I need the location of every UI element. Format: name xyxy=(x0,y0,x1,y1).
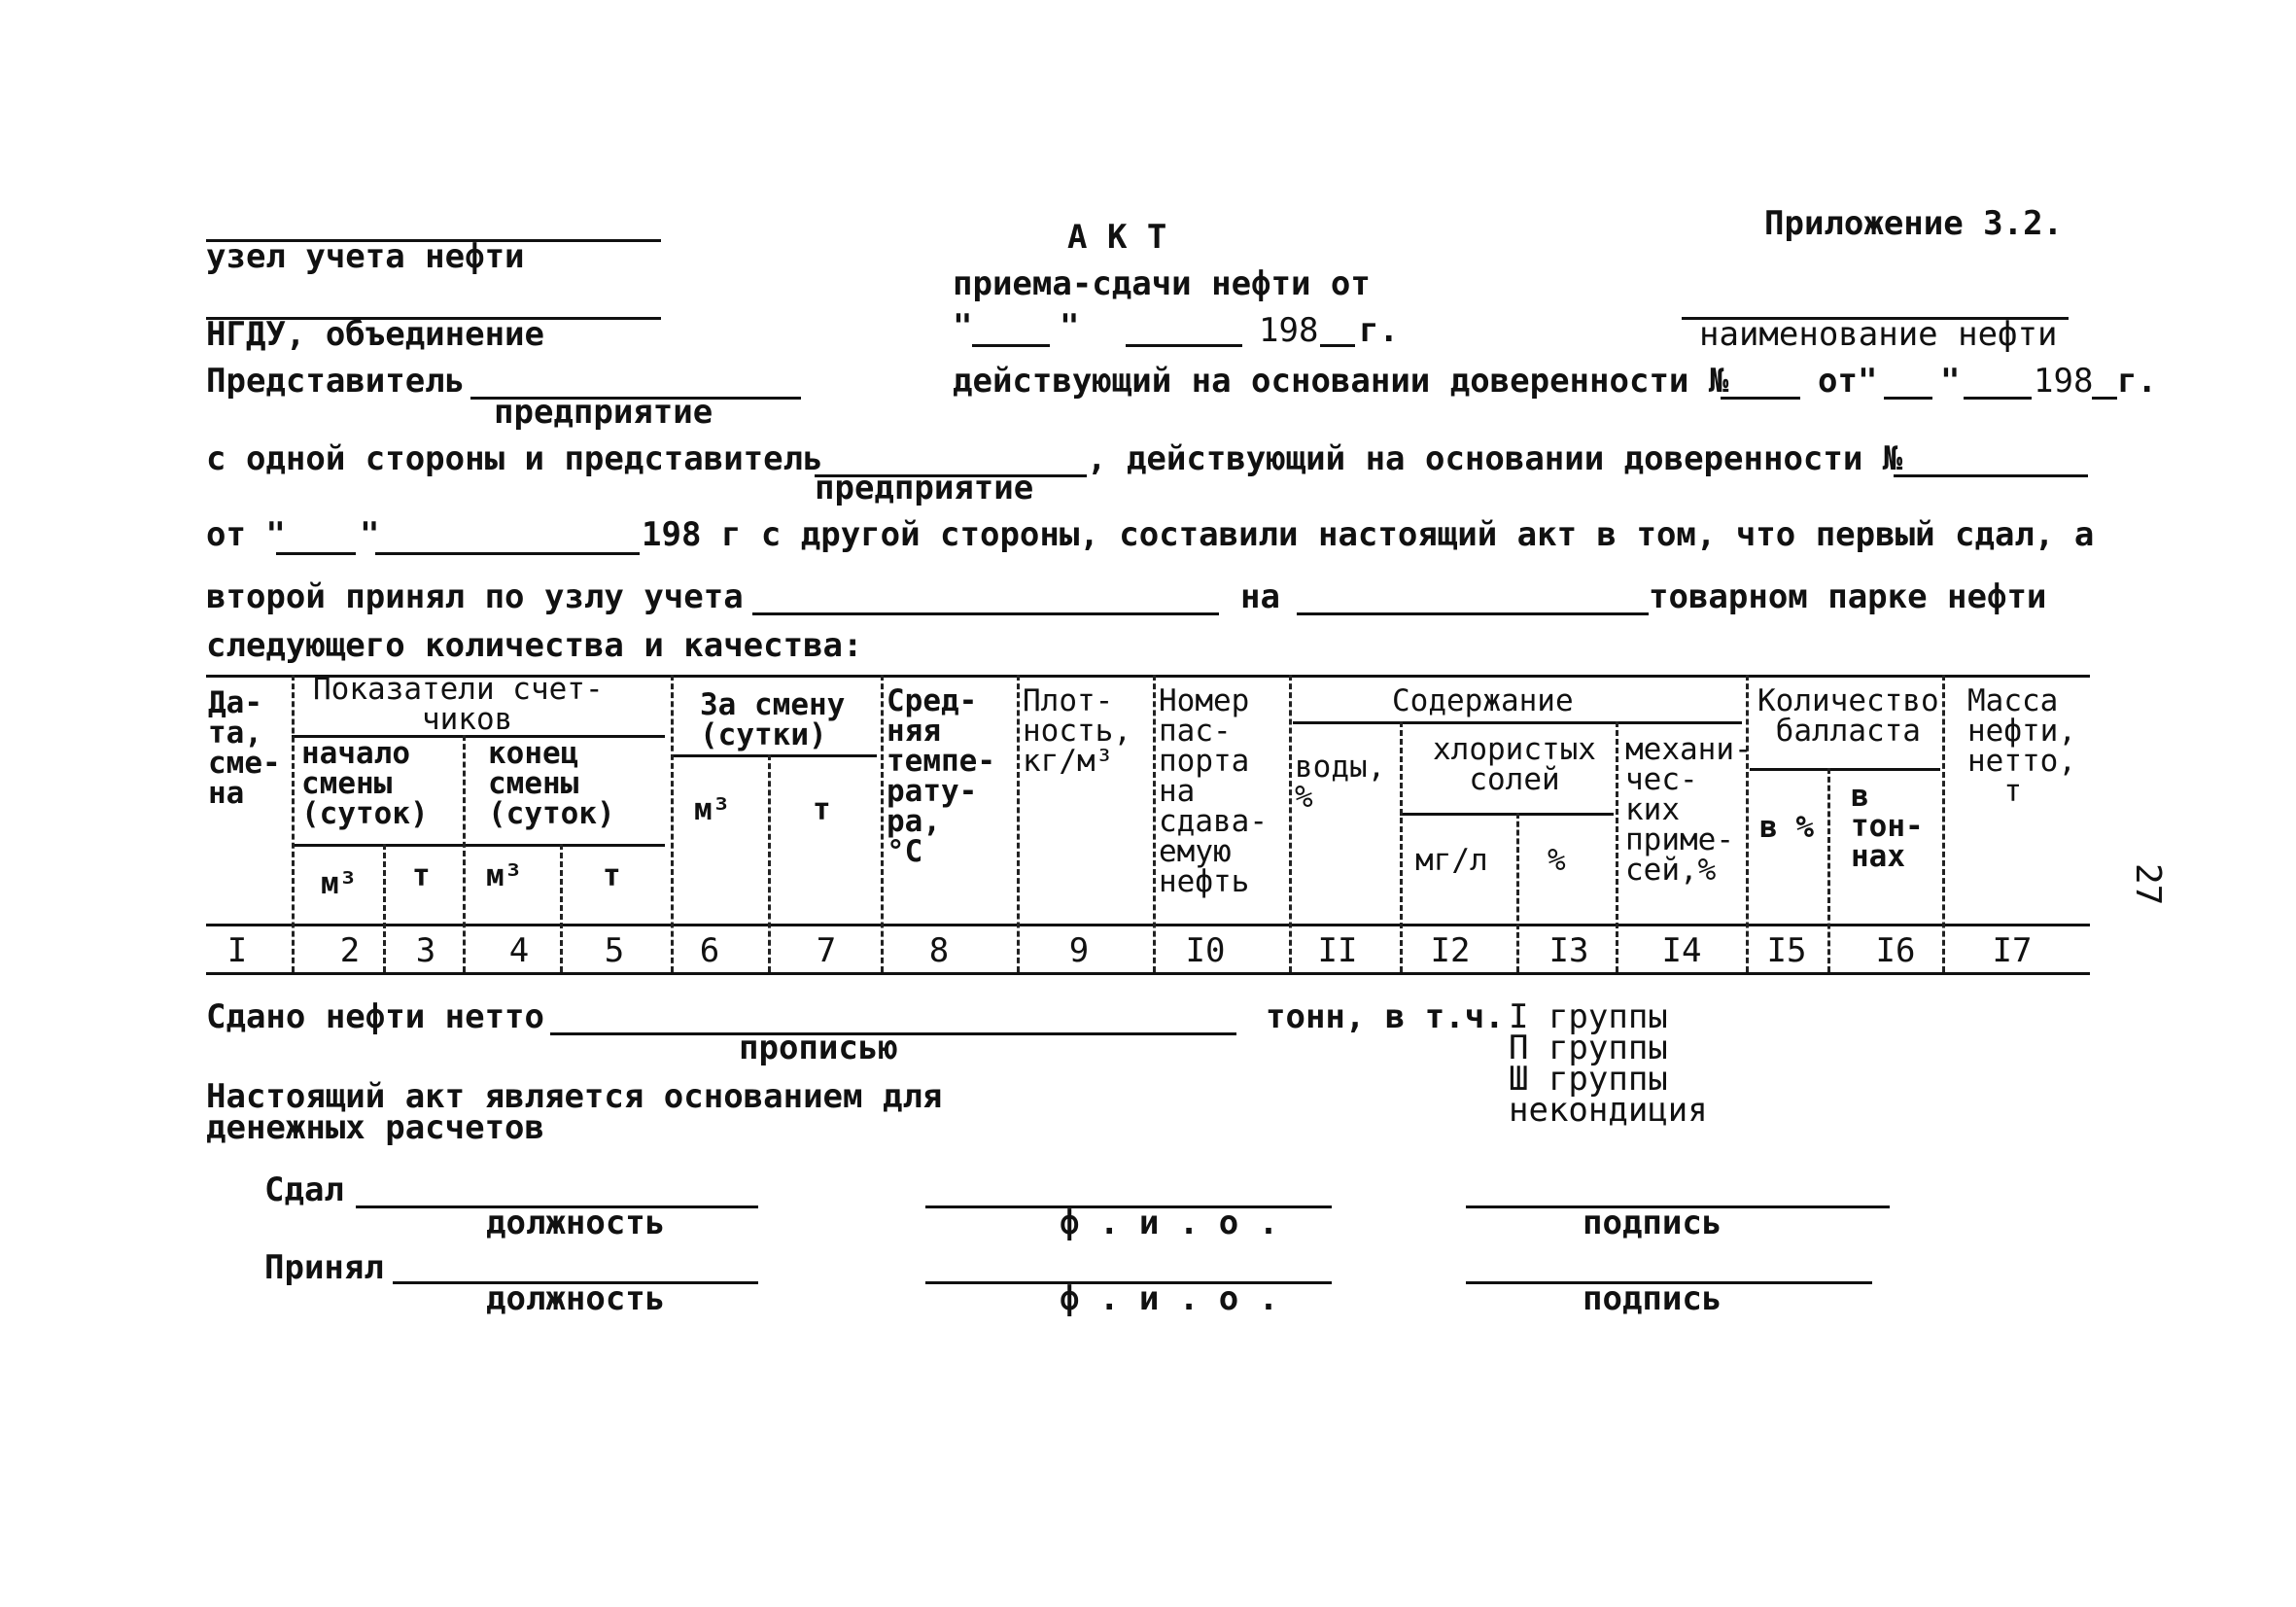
col-number: 9 xyxy=(1068,931,1090,970)
date-quote-open: " xyxy=(953,307,973,346)
col-sep xyxy=(463,735,466,972)
from-text: от " xyxy=(206,515,286,554)
proxy-from: от" xyxy=(1818,362,1878,401)
header-ballast: Количество балласта xyxy=(1757,683,1939,749)
proxy-year-suffix: г. xyxy=(2117,362,2157,401)
group-2: П группы xyxy=(1509,1029,1668,1067)
col-sep xyxy=(1289,675,1292,972)
header-mass-net: Масса нефти, нетто, т xyxy=(1967,683,2076,809)
proxy-number-field[interactable] xyxy=(1721,397,1800,400)
header-density: Плот- ность, кг/м³ xyxy=(1023,683,1131,779)
date-year-suffix: г. xyxy=(1359,311,1399,350)
shift-subline xyxy=(671,754,877,757)
basis-text-1: Настоящий акт является основанием для xyxy=(206,1077,943,1116)
from-year-text: 198 г с другой стороны, составили настоящий акт в том, что первый сдал, а xyxy=(642,515,2095,554)
handed-fio-caption: ф . и . о . xyxy=(1060,1204,1279,1242)
enterprise-caption-2: предприятие xyxy=(815,469,1034,507)
metering-node-field[interactable] xyxy=(752,612,1219,615)
col-sep xyxy=(1942,675,1945,972)
col-sep xyxy=(1827,768,1830,972)
second-proxy-number-field[interactable] xyxy=(1894,474,2088,477)
col-number: I xyxy=(226,931,248,970)
ballast-subline xyxy=(1750,768,1940,771)
date-day-field[interactable] xyxy=(972,344,1050,347)
field-node-caption: узел учета нефти xyxy=(206,237,525,276)
page-number: 27 xyxy=(2128,863,2168,906)
col-sep xyxy=(1400,721,1403,972)
header-m3-start: м³ xyxy=(321,866,358,901)
header-water: воды, % xyxy=(1295,750,1386,815)
header-temperature: Сред- няя темпе- рату- ра, °С xyxy=(887,683,995,869)
quantity-text: следующего количества и качества: xyxy=(206,626,863,665)
col-number: I6 xyxy=(1875,931,1916,970)
handed-label: Сдал xyxy=(264,1170,344,1209)
received-label: Принял xyxy=(264,1248,384,1287)
representative-label: Представитель xyxy=(206,362,466,401)
handed-position-caption: должность xyxy=(486,1204,666,1242)
header-content: Содержание xyxy=(1392,683,1574,718)
header-ballast-tons: в тон- нах xyxy=(1851,779,1924,874)
second-at-text: на xyxy=(1240,577,1280,616)
received-fio-caption: ф . и . о . xyxy=(1060,1279,1279,1318)
received-signature-caption: подпись xyxy=(1583,1279,1722,1318)
table-bottom-border xyxy=(206,972,2090,975)
counters-unit-line xyxy=(292,844,665,847)
header-ballast-percent: в % xyxy=(1759,810,1814,845)
header-shift: За смену (сутки) xyxy=(700,687,846,752)
proxy-year-field[interactable] xyxy=(2092,397,2117,400)
header-shift-m3: м³ xyxy=(694,792,731,827)
header-t-end: т xyxy=(603,858,621,893)
col-number: II xyxy=(1317,931,1358,970)
act-subtitle: приема-сдачи нефти от xyxy=(953,264,1371,303)
enterprise-caption-1: предприятие xyxy=(494,393,713,432)
from-quote: " xyxy=(360,515,380,554)
col-number: 3 xyxy=(415,931,436,970)
header-counters: Показатели счет- чиков xyxy=(313,672,604,737)
field-ngdu-caption: НГДУ, объединение xyxy=(206,315,544,354)
one-side-proxy-text: , действующий на основании доверенности № xyxy=(1087,439,1903,478)
col-number: 4 xyxy=(508,931,530,970)
col-sep xyxy=(1017,675,1020,972)
date-quote-close: " xyxy=(1060,307,1080,346)
header-passport: Номер пас- порта на сдава- емую нефть xyxy=(1159,683,1268,899)
col-sep xyxy=(1153,675,1156,972)
header-end: конец смены (суток) xyxy=(488,736,615,831)
col-sep xyxy=(560,844,563,972)
col-sep xyxy=(292,675,295,972)
proxy-text: действующий на основании доверенности № xyxy=(953,362,1729,401)
col-sep xyxy=(1516,813,1519,972)
table-header-bottom xyxy=(206,924,2090,926)
col-number: 5 xyxy=(604,931,625,970)
one-side-text: с одной стороны и представитель xyxy=(206,439,823,478)
group-1: I группы xyxy=(1509,997,1668,1036)
act-title: А К Т xyxy=(1067,218,1167,257)
group-substandard: некондиция xyxy=(1509,1091,1708,1130)
col-sep xyxy=(383,844,386,972)
proxy-month-field[interactable] xyxy=(1964,397,2032,400)
col-number: I0 xyxy=(1185,931,1226,970)
date-month-field[interactable] xyxy=(1126,344,1242,347)
col-sep xyxy=(1616,721,1618,972)
col-number: I5 xyxy=(1766,931,1807,970)
tank-farm-text: товарном парке нефти xyxy=(1649,577,2047,616)
oil-name-caption: наименование нефти xyxy=(1699,315,2058,354)
header-percent: % xyxy=(1548,843,1566,878)
group-3: Ш группы xyxy=(1509,1060,1668,1099)
col-sep xyxy=(768,754,771,972)
chlor-subline xyxy=(1400,813,1614,816)
date-year: 198 xyxy=(1259,311,1319,350)
tank-farm-field[interactable] xyxy=(1297,612,1649,615)
handed-signature-caption: подпись xyxy=(1583,1204,1722,1242)
col-sep xyxy=(671,675,674,972)
col-number: I3 xyxy=(1548,931,1589,970)
in-words-caption: прописью xyxy=(739,1029,898,1067)
col-sep xyxy=(881,675,884,972)
col-number: I2 xyxy=(1430,931,1471,970)
header-date: Да- та, сме- на xyxy=(208,685,281,811)
col-number: 6 xyxy=(699,931,720,970)
content-subline xyxy=(1293,721,1742,724)
header-chlorides: хлористых солей xyxy=(1433,732,1596,797)
from-day-field[interactable] xyxy=(276,552,356,555)
header-mechanical: механи- чес- ких приме- сей,% xyxy=(1625,732,1753,888)
basis-text-2: денежных расчетов xyxy=(206,1108,544,1147)
col-number: I7 xyxy=(1992,931,2033,970)
tons-label: тонн, в т.ч. xyxy=(1266,997,1505,1036)
col-number: 8 xyxy=(928,931,950,970)
from-month-field[interactable] xyxy=(375,552,640,555)
header-mg-per-l: мг/л xyxy=(1415,843,1488,878)
col-number: 2 xyxy=(339,931,361,970)
header-shift-t: т xyxy=(813,792,831,827)
second-received-text: второй принял по узлу учета xyxy=(206,577,744,616)
received-position-caption: должность xyxy=(486,1279,666,1318)
date-year-field[interactable] xyxy=(1320,344,1355,347)
header-m3-end: м³ xyxy=(486,858,523,893)
appendix-label: Приложение 3.2. xyxy=(1764,204,2064,243)
delivered-label: Сдано нефти нетто xyxy=(206,997,544,1036)
header-t-start: т xyxy=(412,858,431,893)
proxy-day-field[interactable] xyxy=(1884,397,1932,400)
header-start: начало смены (суток) xyxy=(301,736,429,831)
proxy-quote: " xyxy=(1940,362,1961,401)
proxy-year: 198 xyxy=(2034,362,2094,401)
col-number: I4 xyxy=(1661,931,1702,970)
col-number: 7 xyxy=(816,931,837,970)
